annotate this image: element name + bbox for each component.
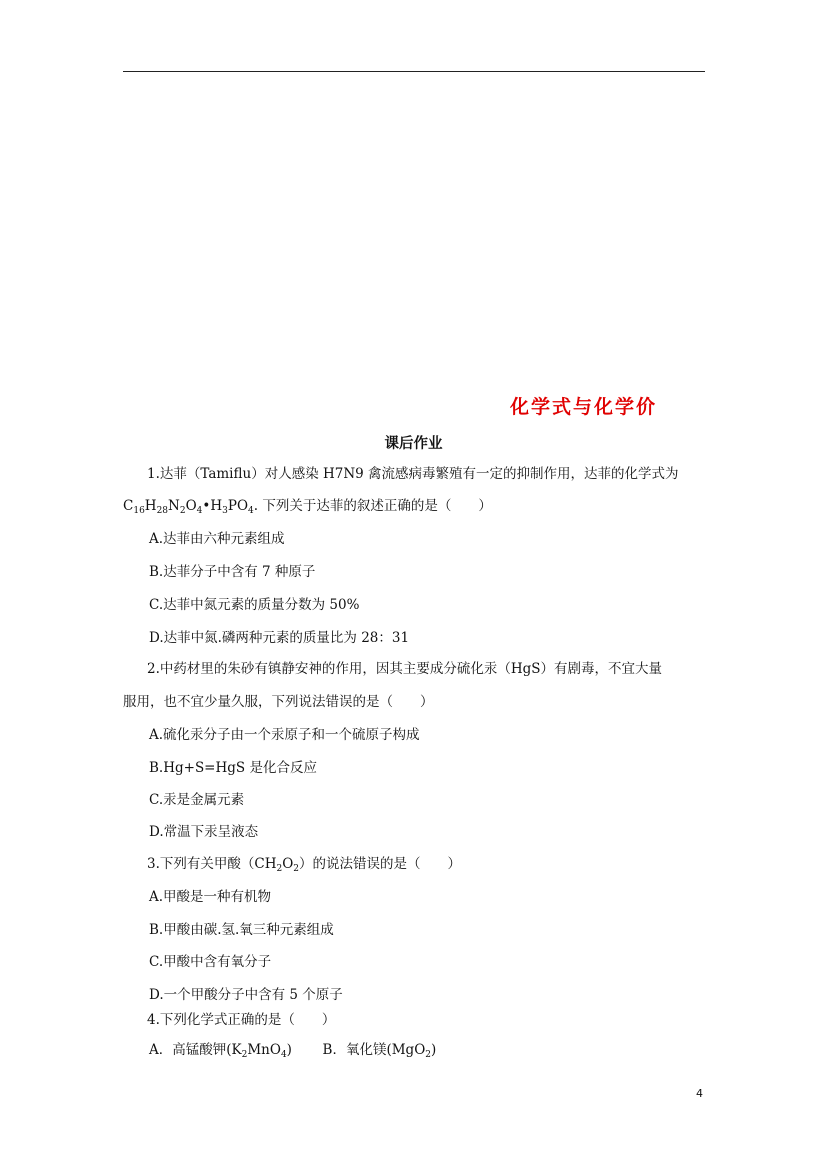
question-3-option-c: C.甲酸中含有氧分子	[149, 954, 272, 970]
option-a-post: )	[286, 1042, 292, 1058]
formula-n-sub: 2	[179, 506, 186, 516]
formula-o-sub: 4	[196, 506, 203, 516]
option-a-sub1: 2	[241, 1050, 248, 1060]
question-4-option-b	[323, 1042, 437, 1058]
question-3-option-b: B.甲酸由碳.氢.氧三种元素组成	[149, 922, 334, 938]
option-b-pre: B．氧化镁(MgO	[322, 1042, 426, 1058]
question-3-stem-post: ）的说法错误的是（ ）	[299, 856, 462, 872]
formula-h3-sub: 3	[222, 506, 228, 516]
formula-h: H	[144, 498, 157, 514]
header-rule	[123, 71, 705, 72]
question-3-stem	[147, 855, 461, 878]
option-a-mid: MnO	[247, 1042, 281, 1058]
question-1-stem-line2	[123, 497, 492, 520]
question-2-option-d: D.常温下汞呈液态	[149, 824, 259, 840]
question-1-option-a: A.达菲由六种元素组成	[149, 531, 285, 547]
question-3-option-d: D.一个甲酸分子中含有 5 个原子	[149, 987, 343, 1003]
question-1-option-b: B.达菲分子中含有 7 种原子	[149, 564, 316, 580]
page-number: 4	[696, 1087, 703, 1100]
question-3-sub1: 2	[276, 864, 283, 874]
page-title: 化学式与化学价	[510, 396, 658, 418]
question-2-stem-line2: 服用，也不宜少量久服，下列说法错误的是（ ）	[123, 694, 434, 710]
option-b-post: )	[431, 1042, 437, 1058]
option-a-pre: A．高锰酸钾(K	[149, 1042, 242, 1058]
question-1-option-d: D.达菲中氮.磷两种元素的质量比为 28：31	[149, 630, 410, 646]
question-3-sub2: 2	[293, 864, 300, 874]
question-3-stem-pre: 3.下列有关甲酸（CH	[147, 856, 277, 872]
question-4-option-a	[149, 1042, 292, 1058]
question-3-stem-mid: O	[282, 856, 294, 872]
formula-po: PO	[227, 498, 249, 514]
formula-c: C	[123, 498, 134, 514]
option-a-sub2: 4	[280, 1050, 287, 1060]
question-2-stem-line1: 2.中药材里的朱砂有镇静安神的作用，因其主要成分硫化汞（HgS）有剧毒，不宜大量	[147, 661, 663, 677]
question-2-option-c: C.汞是金属元素	[149, 792, 245, 808]
option-b-sub: 2	[425, 1050, 432, 1060]
formula-n: N	[168, 498, 180, 514]
question-4-stem: 4.下列化学式正确的是（ ）	[147, 1012, 336, 1028]
formula-o: O	[185, 498, 197, 514]
question-1-stem-line1: 1.达菲（Tamiflu）对人感染 H7N9 禽流感病毒繁殖有一定的抑制作用，达菲的化学式为	[147, 466, 679, 482]
question-4-options-row	[149, 1041, 436, 1064]
question-2-option-a: A.硫化汞分子由一个汞原子和一个硫原子构成	[149, 727, 420, 743]
formula-c-sub: 16	[133, 506, 145, 516]
formula-h3: •H	[202, 498, 223, 514]
formula-po-sub: 4	[248, 506, 254, 516]
formula-h-sub: 28	[156, 506, 169, 516]
question-1-stem-tail: . 下列关于达菲的叙述正确的是（ ）	[253, 498, 492, 514]
question-1-option-c: C.达菲中氮元素的质量分数为 50%	[149, 597, 360, 613]
section-heading: 课后作业	[384, 436, 443, 452]
question-3-option-a: A.甲酸是一种有机物	[149, 889, 272, 905]
question-2-option-b: B.Hg+S=HgS 是化合反应	[149, 760, 317, 776]
